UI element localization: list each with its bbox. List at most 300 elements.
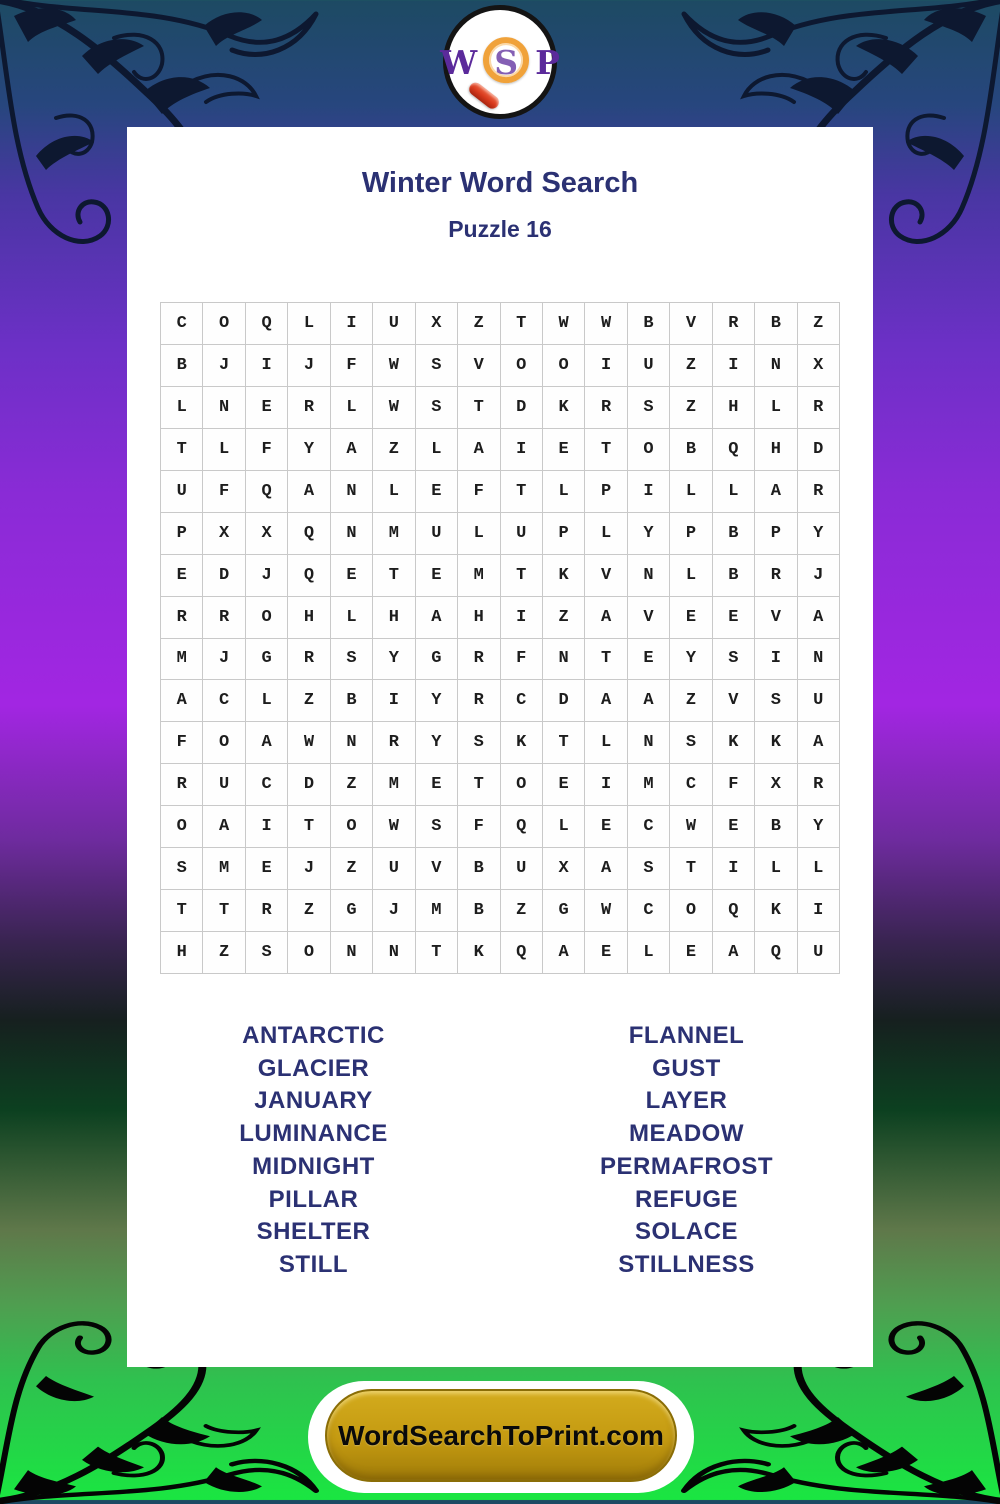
grid-cell: Y [627, 512, 669, 554]
grid-cell: D [542, 680, 584, 722]
grid-cell: L [161, 386, 203, 428]
grid-cell: T [458, 386, 500, 428]
grid-cell: R [288, 638, 330, 680]
grid-cell: D [500, 386, 542, 428]
word-list-left [127, 1020, 500, 1282]
grid-cell: K [542, 386, 584, 428]
grid-cell: F [245, 428, 287, 470]
grid-cell: X [797, 344, 839, 386]
logo-letters [440, 42, 560, 82]
grid-cell: A [712, 932, 754, 974]
grid-cell: T [500, 303, 542, 345]
grid-cell: B [712, 554, 754, 596]
grid-cell: E [670, 596, 712, 638]
grid-cell: R [755, 554, 797, 596]
grid-cell: V [458, 344, 500, 386]
grid-cell: X [415, 303, 457, 345]
wsp-logo [440, 5, 560, 119]
grid-cell: I [500, 596, 542, 638]
grid-cell: U [203, 764, 245, 806]
grid-cell: F [161, 722, 203, 764]
grid-cell: A [330, 428, 372, 470]
grid-cell: R [458, 638, 500, 680]
grid-cell: S [670, 722, 712, 764]
grid-cell: L [458, 512, 500, 554]
word-list-item: ANTARCTIC [242, 1022, 385, 1049]
grid-cell: A [627, 680, 669, 722]
grid-cell: Z [670, 386, 712, 428]
grid-cell: D [203, 554, 245, 596]
grid-cell: X [245, 512, 287, 554]
grid-cell: L [330, 596, 372, 638]
grid-cell: O [203, 722, 245, 764]
grid-cell: U [415, 512, 457, 554]
grid-row [161, 638, 840, 680]
grid-cell: W [373, 386, 415, 428]
logo-letter-p: P [535, 42, 560, 82]
grid-cell: S [627, 386, 669, 428]
grid-cell: Z [458, 303, 500, 345]
grid-row [161, 680, 840, 722]
grid-cell: U [797, 680, 839, 722]
grid-cell: C [670, 764, 712, 806]
grid-cell: G [245, 638, 287, 680]
grid-cell: W [670, 806, 712, 848]
grid-cell: E [712, 806, 754, 848]
grid-cell: F [500, 638, 542, 680]
grid-cell: U [373, 848, 415, 890]
grid-cell: A [585, 680, 627, 722]
grid-cell: A [755, 470, 797, 512]
grid-cell: U [373, 303, 415, 345]
grid-row [161, 344, 840, 386]
grid-cell: T [500, 554, 542, 596]
grid-cell: N [542, 638, 584, 680]
grid-cell: R [161, 596, 203, 638]
grid-cell: R [797, 764, 839, 806]
grid-cell: E [415, 470, 457, 512]
word-list-item: STILLNESS [618, 1250, 755, 1278]
grid-cell: K [755, 722, 797, 764]
grid-cell: V [712, 680, 754, 722]
grid-cell: Q [245, 303, 287, 345]
grid-cell: A [161, 680, 203, 722]
grid-cell: J [288, 344, 330, 386]
grid-cell: T [670, 848, 712, 890]
grid-cell: H [712, 386, 754, 428]
grid-cell: A [542, 932, 584, 974]
grid-row [161, 386, 840, 428]
grid-cell: O [670, 890, 712, 932]
grid-cell: E [415, 554, 457, 596]
grid-cell: A [203, 806, 245, 848]
grid-cell: M [627, 764, 669, 806]
word-list-item: PERMAFROST [600, 1152, 773, 1180]
grid-cell: D [288, 764, 330, 806]
grid-cell: I [245, 344, 287, 386]
grid-cell: E [542, 428, 584, 470]
grid-cell: L [330, 386, 372, 428]
grid-cell: L [627, 932, 669, 974]
grid-cell: F [203, 470, 245, 512]
grid-cell: T [373, 554, 415, 596]
grid-cell: Q [712, 890, 754, 932]
grid-cell: N [203, 386, 245, 428]
grid-cell: O [203, 303, 245, 345]
word-list-item: MEADOW [629, 1120, 744, 1148]
grid-row [161, 722, 840, 764]
grid-cell: Y [415, 722, 457, 764]
footer-badge-halo [308, 1381, 694, 1493]
grid-cell: J [203, 638, 245, 680]
grid-cell: L [415, 428, 457, 470]
grid-cell: W [585, 890, 627, 932]
grid-cell: C [500, 680, 542, 722]
grid-row [161, 848, 840, 890]
grid-cell: A [288, 470, 330, 512]
grid-cell: Z [330, 764, 372, 806]
grid-cell: J [797, 554, 839, 596]
grid-cell: X [203, 512, 245, 554]
grid-cell: Z [670, 680, 712, 722]
grid-cell: A [797, 722, 839, 764]
grid-cell: L [542, 806, 584, 848]
grid-cell: I [712, 848, 754, 890]
grid-row [161, 470, 840, 512]
grid-body [161, 303, 840, 974]
word-list-item: LAYER [645, 1087, 728, 1115]
grid-cell: W [288, 722, 330, 764]
grid-row [161, 932, 840, 974]
grid-cell: T [500, 470, 542, 512]
grid-cell: T [542, 722, 584, 764]
word-list-item: SHELTER [256, 1218, 371, 1246]
grid-cell: N [330, 512, 372, 554]
grid-cell: O [161, 806, 203, 848]
grid-cell: F [458, 806, 500, 848]
grid-cell: W [542, 303, 584, 345]
word-list-item: JANUARY [254, 1087, 373, 1115]
grid-cell: L [542, 470, 584, 512]
grid-cell: L [755, 386, 797, 428]
grid-cell: L [670, 554, 712, 596]
grid-cell: H [288, 596, 330, 638]
grid-cell: Q [755, 932, 797, 974]
grid-cell: M [415, 890, 457, 932]
grid-cell: I [712, 344, 754, 386]
grid-cell: L [585, 722, 627, 764]
grid-cell: U [500, 512, 542, 554]
grid-cell: B [161, 344, 203, 386]
grid-cell: T [415, 932, 457, 974]
grid-cell: N [373, 932, 415, 974]
grid-cell: E [542, 764, 584, 806]
grid-cell: K [755, 890, 797, 932]
grid-cell: S [415, 806, 457, 848]
grid-cell: Y [415, 680, 457, 722]
grid-cell: S [330, 638, 372, 680]
grid-cell: U [797, 932, 839, 974]
grid-row [161, 428, 840, 470]
grid-cell: I [627, 470, 669, 512]
grid-cell: K [500, 722, 542, 764]
grid-cell: U [161, 470, 203, 512]
grid-cell: Y [288, 428, 330, 470]
grid-cell: S [161, 848, 203, 890]
logo-letter-s: S [494, 42, 519, 82]
grid-cell: A [458, 428, 500, 470]
logo-letter-w: W [440, 42, 478, 82]
word-list-item: STILL [278, 1250, 349, 1278]
grid-cell: R [797, 386, 839, 428]
grid-cell: P [670, 512, 712, 554]
grid-cell: X [755, 764, 797, 806]
grid-cell: P [585, 470, 627, 512]
grid-cell: R [712, 303, 754, 345]
grid-cell: M [373, 512, 415, 554]
logo-letter-s-wrap [486, 42, 526, 82]
grid-cell: S [755, 680, 797, 722]
grid-cell: P [755, 512, 797, 554]
grid-cell: K [458, 932, 500, 974]
grid-cell: L [373, 470, 415, 512]
grid-cell: W [373, 344, 415, 386]
grid-cell: O [245, 596, 287, 638]
grid-cell: S [415, 344, 457, 386]
grid-cell: B [458, 890, 500, 932]
grid-cell: B [330, 680, 372, 722]
grid-cell: I [330, 303, 372, 345]
grid-cell: V [585, 554, 627, 596]
grid-cell: R [797, 470, 839, 512]
grid-cell: G [542, 890, 584, 932]
grid-cell: K [712, 722, 754, 764]
grid-cell: S [627, 848, 669, 890]
grid-cell: C [627, 806, 669, 848]
grid-cell: Z [797, 303, 839, 345]
grid-cell: S [712, 638, 754, 680]
grid-cell: C [161, 303, 203, 345]
grid-row [161, 303, 840, 345]
magnifier-handle [467, 80, 502, 111]
grid-cell: O [330, 806, 372, 848]
word-list-item: PILLAR [268, 1185, 359, 1213]
grid-cell: R [585, 386, 627, 428]
grid-cell: J [288, 848, 330, 890]
grid-cell: B [458, 848, 500, 890]
grid-cell: I [585, 764, 627, 806]
grid-cell: W [373, 806, 415, 848]
grid-cell: Y [797, 806, 839, 848]
grid-row [161, 890, 840, 932]
word-list-item: GUST [652, 1054, 721, 1082]
grid-cell: E [245, 386, 287, 428]
grid-cell: P [542, 512, 584, 554]
grid-cell: G [330, 890, 372, 932]
grid-cell: O [288, 932, 330, 974]
grid-cell: O [627, 428, 669, 470]
grid-row [161, 554, 840, 596]
grid-cell: E [627, 638, 669, 680]
grid-cell: N [627, 722, 669, 764]
grid-cell: E [330, 554, 372, 596]
grid-cell: W [585, 303, 627, 345]
grid-cell: F [330, 344, 372, 386]
grid-cell: Z [203, 932, 245, 974]
grid-cell: A [415, 596, 457, 638]
grid-cell: E [415, 764, 457, 806]
grid-cell: I [373, 680, 415, 722]
word-list-item: SOLACE [634, 1218, 738, 1246]
grid-row [161, 596, 840, 638]
grid-cell: U [500, 848, 542, 890]
grid-cell: L [755, 848, 797, 890]
grid-cell: J [203, 344, 245, 386]
grid-cell: E [585, 806, 627, 848]
grid-cell: T [585, 428, 627, 470]
grid-cell: Q [712, 428, 754, 470]
grid-cell: R [203, 596, 245, 638]
grid-cell: A [585, 596, 627, 638]
grid-cell: Z [288, 890, 330, 932]
grid-cell: A [585, 848, 627, 890]
grid-cell: Y [670, 638, 712, 680]
word-list-item: FLANNEL [628, 1022, 745, 1049]
grid-cell: N [797, 638, 839, 680]
grid-cell: V [627, 596, 669, 638]
grid-cell: L [288, 303, 330, 345]
grid-cell: R [161, 764, 203, 806]
grid-cell: E [585, 932, 627, 974]
grid-cell: L [712, 470, 754, 512]
grid-cell: M [373, 764, 415, 806]
grid-row [161, 764, 840, 806]
grid-cell: I [500, 428, 542, 470]
grid-cell: H [755, 428, 797, 470]
grid-cell: Z [330, 848, 372, 890]
grid-cell: E [670, 932, 712, 974]
grid-cell: G [415, 638, 457, 680]
puzzle-number: Puzzle 16 [448, 216, 552, 242]
grid-cell: I [245, 806, 287, 848]
grid-cell: V [670, 303, 712, 345]
grid-cell: N [330, 470, 372, 512]
grid-cell: C [245, 764, 287, 806]
grid-cell: I [585, 344, 627, 386]
grid-cell: T [203, 890, 245, 932]
grid-cell: I [755, 638, 797, 680]
grid-cell: E [161, 554, 203, 596]
grid-cell: O [500, 764, 542, 806]
grid-cell: O [500, 344, 542, 386]
grid-cell: V [755, 596, 797, 638]
word-list [127, 1020, 873, 1282]
grid-cell: L [670, 470, 712, 512]
magnifying-glass-icon [483, 37, 529, 83]
site-link-button[interactable]: WordSearchToPrint.com [325, 1389, 677, 1482]
page-title: Winter Word Search [361, 167, 639, 199]
grid-cell: A [245, 722, 287, 764]
grid-cell: Z [373, 428, 415, 470]
grid-cell: B [670, 428, 712, 470]
grid-cell: I [797, 890, 839, 932]
grid-cell: L [585, 512, 627, 554]
grid-cell: A [797, 596, 839, 638]
grid-cell: Q [500, 932, 542, 974]
grid-cell: V [415, 848, 457, 890]
word-list-item: MIDNIGHT [252, 1152, 375, 1180]
grid-cell: Z [500, 890, 542, 932]
grid-cell: B [712, 512, 754, 554]
grid-cell: M [203, 848, 245, 890]
grid-cell: N [330, 722, 372, 764]
grid-cell: P [161, 512, 203, 554]
grid-cell: K [542, 554, 584, 596]
grid-cell: J [245, 554, 287, 596]
grid-cell: R [458, 680, 500, 722]
grid-cell: R [288, 386, 330, 428]
grid-cell: F [712, 764, 754, 806]
grid-cell: T [458, 764, 500, 806]
grid-cell: Y [797, 512, 839, 554]
grid-cell: L [245, 680, 287, 722]
grid-cell: H [458, 596, 500, 638]
grid-cell: Z [288, 680, 330, 722]
grid-row [161, 512, 840, 554]
grid-cell: U [627, 344, 669, 386]
grid-cell: S [415, 386, 457, 428]
grid-cell: H [161, 932, 203, 974]
grid-cell: L [203, 428, 245, 470]
grid-cell: T [585, 638, 627, 680]
word-list-right [500, 1020, 873, 1282]
word-list-item: LUMINANCE [239, 1120, 388, 1148]
grid-cell: M [161, 638, 203, 680]
grid-cell: B [755, 806, 797, 848]
grid-cell: T [161, 890, 203, 932]
grid-cell: L [797, 848, 839, 890]
grid-cell: S [245, 932, 287, 974]
grid-cell: C [627, 890, 669, 932]
puzzle-card [127, 127, 873, 1367]
grid-cell: O [542, 344, 584, 386]
grid-cell: R [373, 722, 415, 764]
grid-cell: N [330, 932, 372, 974]
grid-cell: Y [373, 638, 415, 680]
grid-cell: Q [288, 512, 330, 554]
grid-cell: T [161, 428, 203, 470]
grid-cell: Z [670, 344, 712, 386]
grid-cell: Z [542, 596, 584, 638]
grid-cell: E [245, 848, 287, 890]
grid-cell: Q [245, 470, 287, 512]
grid-cell: F [458, 470, 500, 512]
grid-cell: S [458, 722, 500, 764]
grid-cell: T [288, 806, 330, 848]
grid-cell: M [458, 554, 500, 596]
grid-cell: N [627, 554, 669, 596]
grid-cell: R [245, 890, 287, 932]
grid-cell: H [373, 596, 415, 638]
word-list-item: REFUGE [634, 1185, 738, 1213]
grid-cell: E [712, 596, 754, 638]
grid-cell: B [755, 303, 797, 345]
grid-cell: C [203, 680, 245, 722]
grid-cell: J [373, 890, 415, 932]
word-search-grid [160, 302, 840, 974]
word-list-item: GLACIER [257, 1054, 370, 1082]
grid-cell: N [755, 344, 797, 386]
